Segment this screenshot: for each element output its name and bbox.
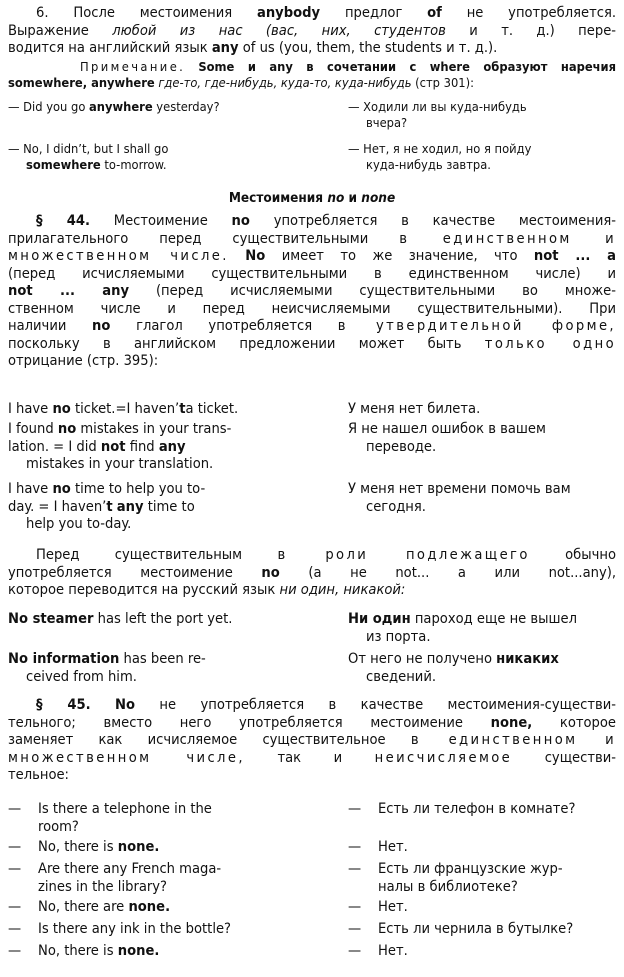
text: и т. д.) пере- — [469, 21, 617, 39]
example-ru: — Нет, я не ходил, но я пойду — [348, 142, 532, 157]
example-en-bold: anywhere — [89, 100, 153, 115]
title-text: Местоимения — [228, 190, 328, 206]
example-ru: — Ходили ли вы куда-нибудь — [348, 100, 527, 115]
section-44: § 44. Местоимение no употребляется в качестве местоимения- прилагательного перед существительными в единственном и множественном числе. No имеет то же значение, что not ... a (перед исчисляемыми существительными в единственном числе) и not ... any (перед исчисляемыми существительными во множе- ственном числе и перед неисчисляемыми существительными). При наличии no глагол употребляется в утвердительной форме, поскольку в английском предложении может быть только одно отрицание (стр. 395): — [8, 212, 617, 369]
text: Some и any в сочетании с where образуют наречия — [198, 60, 617, 75]
section-number: § 44. — [36, 212, 90, 229]
item-number: 6. — [36, 4, 49, 21]
text: of us (you, them, the students и т. д.). — [242, 39, 498, 56]
italic-phrase: любой из нас (вас, них, студентов — [112, 21, 446, 39]
note-line2 — [8, 76, 616, 92]
example-en: — No, I didn’t, but I shall go — [8, 142, 169, 157]
textbook-page: 6. После местоимения anybody предлог of не употребляется. Выражение любой из нас (вас, них, студентов и т. д.) пере- водится на английский язык any of us (you, them, the students и т. д.). Примечание. Some и any в сочетании с where образуют наречия somewhere, anywhere где-то, где-нибудь, куда-то, куда-нибудь (стр 301): — Did you go anywhere yesterday? — Ходили ли вы куда-нибудь вчера? — No, I didn’t, but I shall go somewhere to-morrow. — Нет, я не ходил, но я пойду куда-нибудь завтра. Местоимения no и none § 44. Местоимение no употребляется в качестве местоимения- прилагательного перед существительными в единственном и множественном числе. No имеет то же значение, что not ... a (перед исчисляемыми существительными в единственном числе) и not ... any (перед исчисляемыми существительными во множе- ственном числе и перед неисчисляемыми существительными). При наличии no глагол употребляется в утвердительной форме, поскольку в английском предложении может быть только одно отрицание (стр. 395): I have no ticket.=I haven’ta ticket. У меня нет билета. I found no mistakes in your trans- lation. = I did not find any mistakes in your translation. Я не нашел ошибок в вашем переводе. I have no time to help you to- day. = I haven’t any time to help you to-day. У меня нет времени помочь вам сегодня. Перед существительным в роли подлежащего обычно употребляется местоимение no (а не not... a или not...any), которое переводится на русский язык ни один, никакой: No steamer has left the port yet. Ни один пароход еще не вышел из порта. No information has been re- ceived from him. От него не получено никаких сведений. § 45. No не употребляется в качестве местоимения-существи- тельного; вместо него употребляется местоимение none, которое заменяет как исчисляемое существительное в единственном и множественном числе, так и неисчисляемое существи- тельное: — Is there a telephone in the room? — Есть ли телефон в комнате? — No, there is none. — Нет. — Are there any French maga- zines in the library? — Есть ли французские жур- налы в библиотеке? — No, there are none. — Нет. — Is there any ink in the bottle? — Есть ли чернила в бутылке? — No, there is none. — Нет. — [8, 4, 617, 959]
subject-paragraph: Перед существительным в роли подлежащего обычно употребляется местоимение no (а не not... a или not...any), которое переводится на русский язык ни один, никакой: — [8, 546, 617, 598]
text: После местоимения — [73, 4, 233, 21]
title-text: и — [344, 190, 362, 206]
term-of: of — [427, 4, 442, 21]
term-somewhere-anywhere: somewhere, anywhere — [8, 76, 155, 91]
example-en: — Did you go — [8, 100, 90, 115]
text: водится на английский язык — [8, 39, 208, 56]
section-title — [8, 190, 616, 208]
note-label: Примечание. — [80, 60, 186, 75]
term-anybody: anybody — [256, 4, 321, 21]
title-none: none — [361, 190, 396, 206]
example-ru: вчера? — [366, 116, 408, 131]
text: предлог — [344, 4, 403, 21]
section-45: § 45. No не употребляется в качестве местоимения-существи- тельного; вместо него употребляется местоимение none, которое заменяет как исчисляемое существительное в единственном и множественном числе, так и неисчисляемое существи- тельное: — [8, 696, 617, 783]
example-en: to-morrow. — [100, 158, 167, 173]
italic-phrase: где-то, где-нибудь, куда-то, куда-нибудь — [158, 76, 412, 91]
paragraph-6 — [8, 4, 616, 57]
example-ru: куда-нибудь завтра. — [366, 158, 491, 173]
text: (стр 301): — [415, 76, 474, 91]
note-block — [80, 60, 616, 76]
example-en-bold: somewhere — [26, 158, 101, 173]
text: не употребляется. — [466, 4, 617, 21]
term-any: any — [211, 39, 239, 56]
example-en: yesterday? — [152, 100, 220, 115]
section-number: § 45. — [36, 696, 91, 713]
text: Выражение — [8, 21, 89, 39]
title-no: no — [327, 190, 345, 206]
